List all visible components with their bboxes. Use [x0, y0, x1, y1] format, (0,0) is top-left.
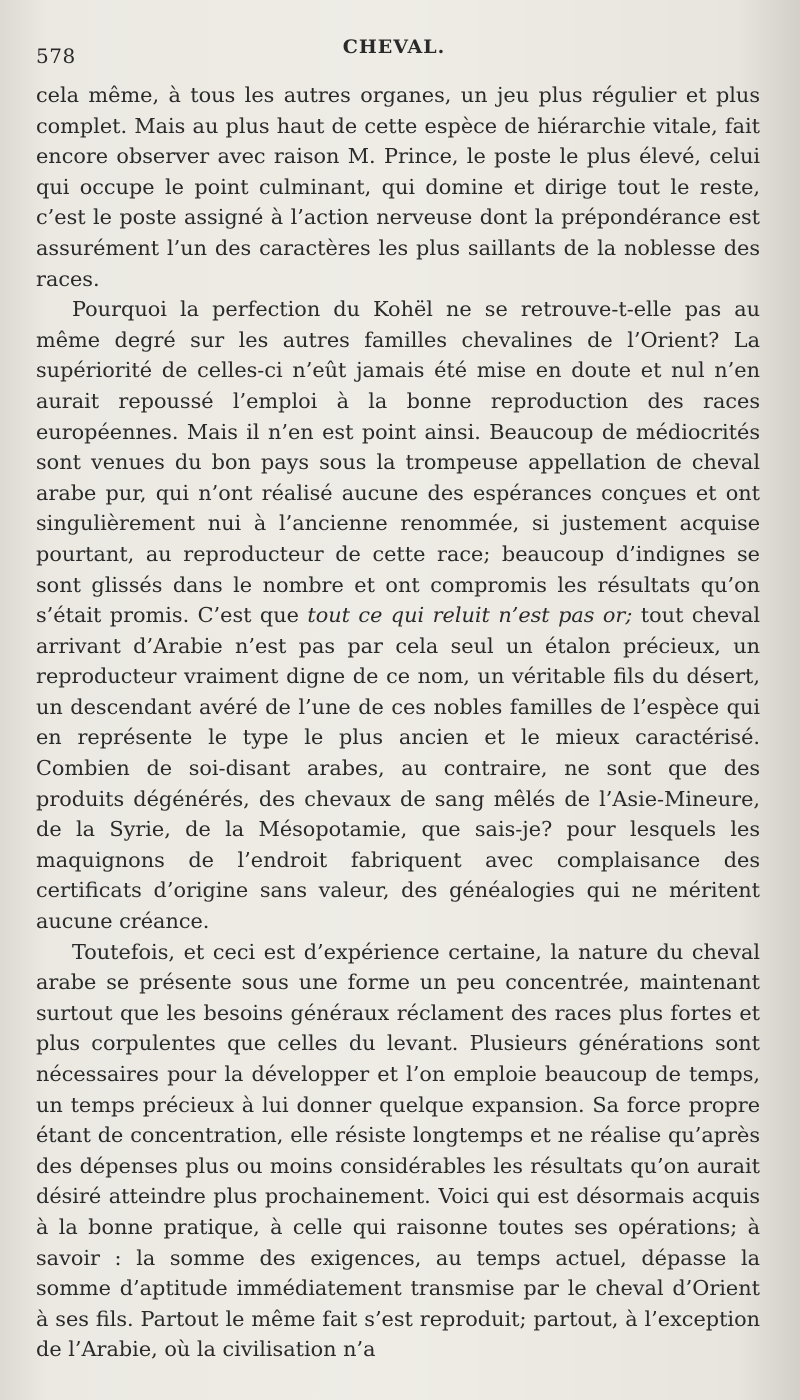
running-head: [36, 30, 752, 70]
running-title: CHEVAL.: [342, 36, 446, 58]
body-text: [36, 80, 760, 1365]
paragraph-kohel: [36, 294, 760, 936]
italic-proverb: tout ce qui reluit n’est pas or;: [307, 603, 633, 628]
paragraph-toutefois: Toutefois, et ceci est d’expérience certaine, la nature du cheval arabe se présente sous une forme un peu concentrée, maintenant surtout que les besoins généraux réclament des races plus fortes et plus corpulentes que celles du levant. Plusieurs générations sont nécessaires pour la développer et l’on emploie beaucoup de temps, un temps précieux à lui donner quelque expansion. Sa force propre étant de concentration, elle résiste longtemps et ne réalise qu’après des dépenses plus ou moins considérables les résultats qu’on aurait désiré atteindre plus prochainement. Voici qui est désormais acquis à la bonne pratique, à celle qui raisonne toutes ses opérations; à savoir : la somme des exigences, au temps actuel, dépasse la somme d’aptitude immédiatement transmise par le cheval d’Orient à ses fils. Partout le même fait s’est reproduit; partout, à l’exception de l’Arabie, où la civilisation n’a: [36, 939, 760, 1362]
page-number: 578: [36, 44, 76, 68]
paragraph-text: Pourquoi la perfection du Kohël ne se retrouve-t-elle pas au même degré sur les autres familles chevalines de l’Orient? La supériorité de celles-ci n’eût jamais été mise en doute et nul n’en aurait repoussé l’emploi à la bonne reproduction des races européennes. Mais il n’en est point ainsi. Beaucoup de médiocrités sont venues du bon pays sous la trompeuse appellation de cheval arabe pur, qui n’ont réalisé aucune des espérances conçues et ont singulièrement nui à l’ancienne renommée, si justement acquise pourtant, au reproducteur de cette race; beaucoup d’indignes se sont glissés dans le nombre et ont compromis les résultats qu’on s’était promis. C’est que: [36, 297, 760, 628]
paragraph-continued: cela même, à tous les autres organes, un jeu plus régulier et plus complet. Mais au plus haut de cette espèce de hiérarchie vitale, fait encore observer avec raison M. Prince, le poste le plus élevé, celui qui occupe le point culminant, qui domine et dirige tout le reste, c’est le poste assigné à l’action nerveuse dont la prépondérance est assurément l’un des caractères les plus saillants de la noblesse des races.: [36, 83, 760, 291]
paragraph-text: tout cheval arrivant d’Arabie n’est pas par cela seul un étalon précieux, un reproducteur vraiment digne de ce nom, un véritable fils du désert, un descendant avéré de l’une de ces nobles familles de l’espèce qui en représente le type le plus ancien et le mieux caractérisé. Combien de soi-disant arabes, au contraire, ne sont que des produits dégénérés, des chevaux de sang mêlés de l’Asie-Mineure, de la Syrie, de la Mésopotamie, que sais-je? pour lesquels les maquignons de l’endroit fabriquent avec complaisance des certificats d’origine sans valeur, des généalogies qui ne méritent aucune créance.: [36, 603, 761, 934]
